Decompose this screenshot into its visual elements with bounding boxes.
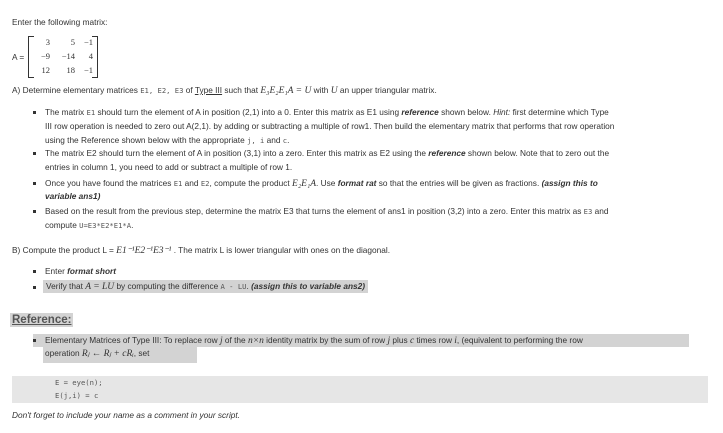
matrix-cell: 3 xyxy=(45,37,50,47)
matrix-cell: −9 xyxy=(40,51,50,61)
part-a-bullet1-line3: using the Reference shown below with the appropriate j, i and c. xyxy=(45,135,290,145)
part-a-bullet2-line1: The matrix E2 should turn the element of A in position (3,1) into a zero. Enter this matrix as E2 using the reference shown below. Note that to zero out the xyxy=(45,148,610,158)
type-iii-link[interactable]: Type III xyxy=(194,85,223,95)
matrix-cell: 18 xyxy=(66,65,75,75)
part-a-bullet4-line1: Based on the result from the previous step, determine the matrix E3 that turns the element of ans1 in position (3,2) into a zero. Enter this matrix as E3 and xyxy=(45,206,609,216)
reference-line1: Elementary Matrices of Type III: To replace row j of the n×n identity matrix by the sum of row j plus c times row i, (equivalent to performing the row xyxy=(45,335,583,346)
bullet-dot xyxy=(33,210,36,213)
reference-line2: operation Rⱼ ← Rⱼ + cRᵢ, set xyxy=(43,347,197,363)
reference-heading: Reference: xyxy=(12,314,72,326)
bullet-dot xyxy=(33,339,36,342)
matrix-cell: 12 xyxy=(41,65,50,75)
intro-text: Enter the following matrix: xyxy=(12,17,108,27)
part-a-bullet3-line1: Once you have found the matrices E1 and E2, compute the product E₂E₁A. Use format rat so that the entries will be given as fractions. (assign this to xyxy=(45,178,598,189)
matrix-label: A = xyxy=(12,52,25,62)
bullet-dot xyxy=(33,111,36,114)
part-b-bullet2: Verify that A = LU by computing the difference A - LU. (assign this to variable ans2) xyxy=(43,280,368,293)
part-b-heading: B) Compute the product L = E1⁻¹E2⁻¹E3⁻¹ . The matrix L is lower triangular with ones on the diagonal. xyxy=(12,245,391,256)
matrix-cell: −1 xyxy=(83,65,93,75)
bullet-dot xyxy=(33,270,36,273)
code-line-2: E(j,i) = c xyxy=(55,391,99,400)
matrix-cell: 5 xyxy=(70,37,75,47)
footer-note: Don't forget to include your name as a comment in your script. xyxy=(12,410,241,420)
bullet-dot xyxy=(33,286,36,289)
part-a-bullet1-line2: III row operation is needed to zero out A(2,1). by adding or subtracting a multiple of row1. Then build the elementary matrix that performs that row operation xyxy=(45,121,615,131)
part-a-bullet2-line2: entries in column 1, you need to add or subtract a multiple of row 1. xyxy=(45,162,293,172)
matrix-cell: −1 xyxy=(83,37,93,47)
matrix-cell: −14 xyxy=(61,51,75,61)
code-line-1: E = eye(n); xyxy=(55,378,103,387)
code-block xyxy=(12,376,708,403)
part-a-bullet3-line2: variable ans1) xyxy=(45,191,101,201)
part-a-heading: A) Determine elementary matrices E1, E2, E3 of Type III such that E₃E₂E₁A = U with U an upper triangular matrix. xyxy=(12,85,437,96)
part-a-bullet4-line2: compute U=E3*E2*E1*A. xyxy=(45,220,134,230)
part-b-bullet1: Enter format short xyxy=(45,266,117,276)
part-a-bullet1-line1: The matrix E1 should turn the element of A in position (2,1) into a 0. Enter this matrix as E1 using reference shown below. Hint: first determine which Type xyxy=(45,107,609,117)
matrix-cell: 4 xyxy=(88,51,93,61)
bullet-dot xyxy=(33,152,36,155)
bullet-dot xyxy=(33,182,36,185)
